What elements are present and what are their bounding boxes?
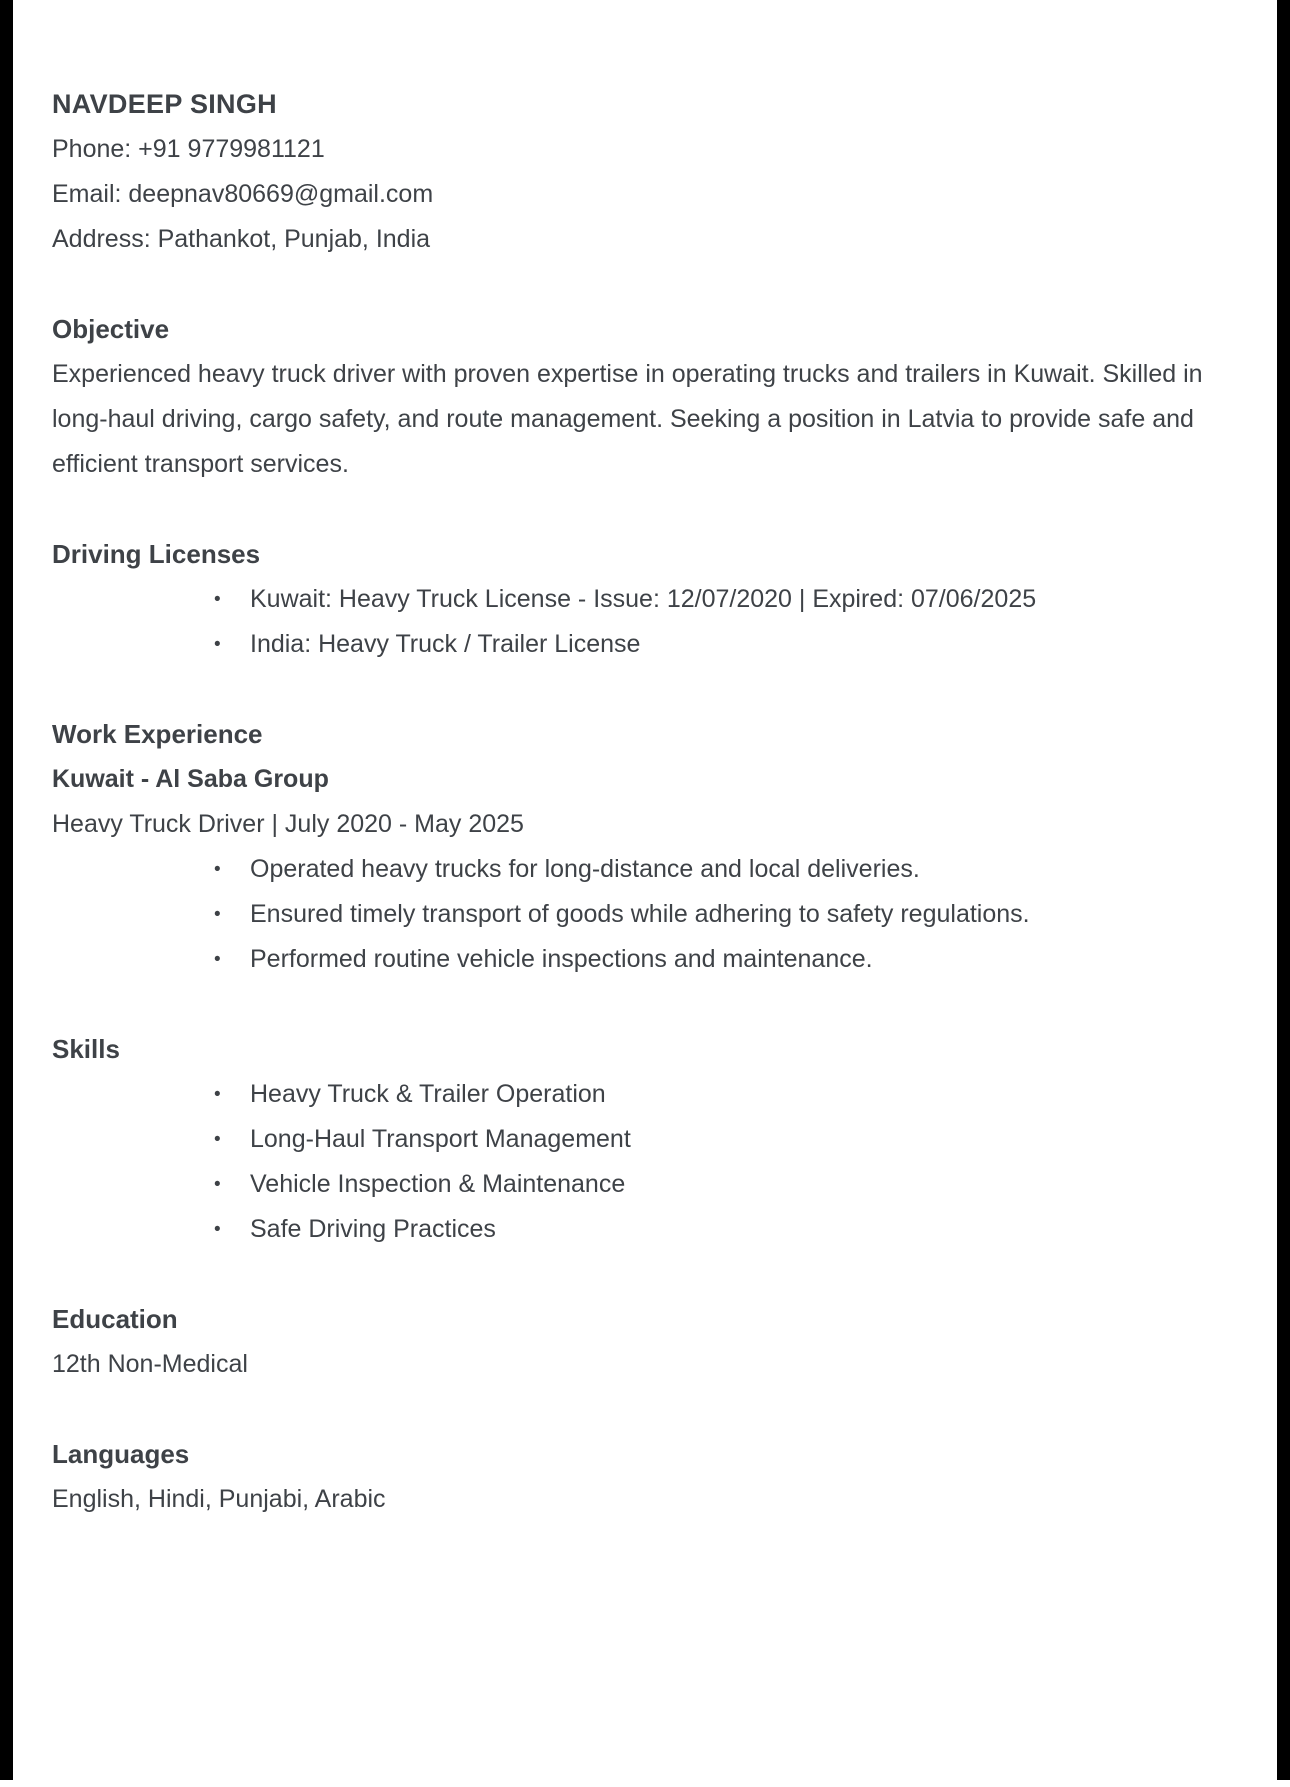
section-heading: Objective bbox=[52, 314, 170, 344]
section-skills bbox=[52, 1027, 1238, 1252]
contact-phone: Phone: +91 9779981121 bbox=[52, 135, 325, 163]
bullet-list bbox=[52, 847, 1238, 982]
section-driving-licenses bbox=[52, 532, 1238, 667]
bullet-item: • Safe Driving Practices bbox=[250, 1207, 1238, 1252]
section-languages bbox=[52, 1432, 1238, 1522]
bullet-item: • Long-Haul Transport Management bbox=[250, 1117, 1238, 1162]
section-heading: Driving Licenses bbox=[52, 539, 261, 569]
section-heading: Languages bbox=[52, 1439, 190, 1469]
sections bbox=[52, 307, 1238, 1522]
bullet-item: • Operated heavy trucks for long-distance and local deliveries. bbox=[250, 847, 1238, 892]
bullet-item: • Performed routine vehicle inspections and maintenance. bbox=[250, 937, 1238, 982]
contact-email: Email: deepnav80669@gmail.com bbox=[52, 180, 434, 208]
bullet-item: • Ensured timely transport of goods while adhering to safety regulations. bbox=[250, 892, 1238, 937]
section-heading: Skills bbox=[52, 1034, 120, 1064]
page-edge-bar-right bbox=[1277, 0, 1290, 1780]
bullet-list bbox=[52, 1072, 1238, 1252]
page-edge-bar-left bbox=[0, 0, 13, 1780]
resume-document bbox=[52, 0, 1238, 1522]
section-education bbox=[52, 1297, 1238, 1387]
section-heading: Work Experience bbox=[52, 719, 263, 749]
text-line: Heavy Truck Driver | July 2020 - May 2025 bbox=[52, 810, 524, 838]
section-objective bbox=[52, 307, 1238, 487]
text-line: 12th Non-Medical bbox=[52, 1350, 248, 1378]
bullet-list bbox=[52, 577, 1238, 667]
bullet-item: • Heavy Truck & Trailer Operation bbox=[250, 1072, 1238, 1117]
section-work-experience bbox=[52, 712, 1238, 982]
paragraph: Experienced heavy truck driver with proven expertise in operating trucks and trailers in Kuwait. Skilled in long-haul driving, cargo safety, and route management. Seeking a position in Latvia to provide safe and efficient transport services. bbox=[52, 360, 1203, 478]
bullet-item: • Kuwait: Heavy Truck License - Issue: 12/07/2020 | Expired: 07/06/2025 bbox=[250, 577, 1238, 622]
bullet-item: • Vehicle Inspection & Maintenance bbox=[250, 1162, 1238, 1207]
section-heading: Education bbox=[52, 1304, 178, 1334]
candidate-name: NAVDEEP SINGH bbox=[52, 89, 277, 119]
contact-address: Address: Pathankot, Punjab, India bbox=[52, 225, 431, 253]
bullet-item: • India: Heavy Truck / Trailer License bbox=[250, 622, 1238, 667]
text-line: Kuwait - Al Saba Group bbox=[52, 765, 329, 793]
text-line: English, Hindi, Punjabi, Arabic bbox=[52, 1485, 386, 1513]
